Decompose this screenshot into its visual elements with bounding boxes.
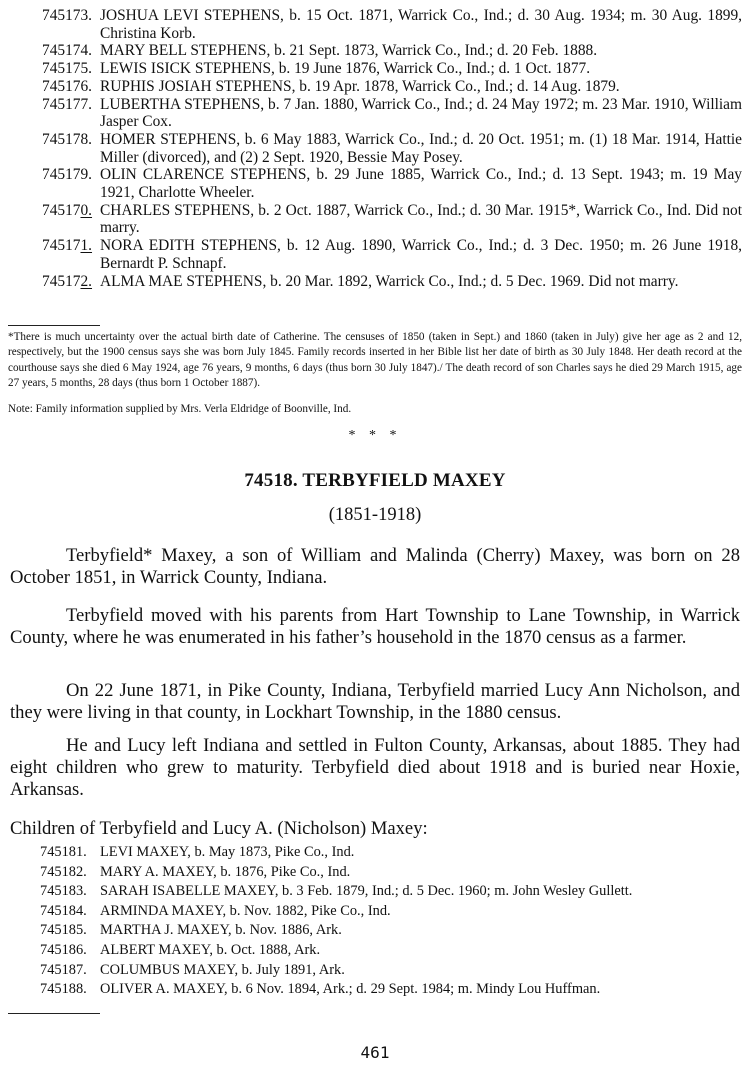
entry-number: 745185. [40,922,87,939]
entry-text: ALBERT MAXEY, b. Oct. 1888, Ark. [100,941,321,958]
entry-text: LEWIS ISICK STEPHENS, b. 19 June 1876, Warrick Co., Ind.; d. 1 Oct. 1877. [100,60,591,78]
list-item [0,7,750,42]
entry-number: 745188. [40,981,87,998]
body-paragraph: On 22 June 1871, in Pike County, Indiana, Terbyfield married Lucy Ann Nicholson, and they were living in that county, in Lockhart Township, in the 1880 census. [10,680,740,724]
list-item [0,237,750,272]
entry-number: 745179. [42,166,93,184]
entry-text: JOSHUA LEVI STEPHENS, b. 15 Oct. 1871, Warrick Co., Ind.; d. 30 Aug. 1934; m. 30 Aug. 1899, Christina Korb. [100,7,742,42]
list-item [0,78,750,96]
body-paragraph: He and Lucy left Indiana and settled in Fulton County, Arkansas, about 1885. They had eight children who grew to maturity. Terbyfield died about 1918 and is buried near Hoxie, Arkansas. [10,735,740,801]
entry-text: COLUMBUS MAXEY, b. July 1891, Ark. [100,961,345,978]
footnote-divider [8,1013,100,1014]
children-heading: Children of Terbyfield and Lucy A. (Nicholson) Maxey: [10,818,428,839]
list-item [0,96,750,131]
list-item [0,941,750,961]
entry-text: SARAH ISABELLE MAXEY, b. 3 Feb. 1879, Ind.; d. 5 Dec. 1960; m. John Wesley Gullett. [100,883,633,900]
list-item [0,961,750,981]
entry-number: 745181. [40,844,87,860]
entry-number: 745186. [40,941,87,958]
maxey-children-list [0,843,750,1000]
entry-text: ARMINDA MAXEY, b. Nov. 1882, Pike Co., Ind. [100,902,391,919]
entry-number: 745184. [40,902,87,919]
entry-number: 745175. [42,60,93,78]
list-item [0,902,750,922]
list-item [0,131,750,166]
footnote: *There is much uncertainty over the actual birth date of Catherine. The censuses of 1850 (taken in Sept.) and 1860 (taken in July) give her age as 2 and 12, respectively, but the 1900 census says she was born July 1845. Family records inserted in her Bible list her date of birth as 30 July 1848. Her death record at the courthouse says she died 6 May 1924, age 76 years, 9 months, 6 days (thus born 30 July 1847)./ The death record of son Charles says he died 29 March 1915, age 27 years, 5 months, 28 days (thus born 1 October 1887). [8,331,742,390]
list-item [0,273,750,291]
entry-text: OLIVER A. MAXEY, b. 6 Nov. 1894, Ark.; d. 29 Sept. 1984; m. Mindy Lou Huffman. [100,981,601,998]
section-separator: * * * [348,428,402,443]
entry-text: MARY BELL STEPHENS, b. 21 Sept. 1873, Warrick Co., Ind.; d. 20 Feb. 1888. [100,42,598,60]
source-note: Note: Family information supplied by Mrs. Verla Eldridge of Boonville, Ind. [8,403,352,415]
entry-text: MARTHA J. MAXEY, b. Nov. 1886, Ark. [100,922,342,939]
entry-number: 745170. [42,201,93,219]
footnote-divider [8,325,100,326]
entry-number: 745176. [42,77,93,95]
stephens-children-list [0,7,750,290]
entry-text: NORA EDITH STEPHENS, b. 12 Aug. 1890, Warrick Co., Ind.; d. 3 Dec. 1950; m. 26 June 1918, Bernardt P. Schnapf. [100,237,742,272]
body-paragraph: Terbyfield moved with his parents from Hart Township to Lane Township, in Warrick County, where he was enumerated in his father’s household in the 1870 census as a farmer. [10,605,740,649]
entry-text: CHARLES STEPHENS, b. 2 Oct. 1887, Warrick Co., Ind.; d. 30 Mar. 1915*, Warrick Co., Ind. Did not marry. [100,201,742,237]
entry-number: 745182. [40,863,87,880]
list-item [0,202,750,237]
entry-number: 745173. [42,7,93,24]
section-heading: 74518. TERBYFIELD MAXEY [244,470,506,491]
entry-number: 745187. [40,961,87,978]
list-item [0,843,750,863]
body-paragraph: Terbyfield* Maxey, a son of William and Malinda (Cherry) Maxey, was born on 28 October 1851, in Warrick County, Indiana. [10,545,740,589]
entry-number: 745177. [42,95,93,113]
entry-text: LEVI MAXEY, b. May 1873, Pike Co., Ind. [100,844,355,860]
entry-number: 745172. [42,272,93,290]
list-item [0,882,750,902]
list-item [0,166,750,201]
list-item [0,42,750,60]
entry-text: OLIN CLARENCE STEPHENS, b. 29 June 1885, Warrick Co., Ind.; d. 13 Sept. 1943; m. 19 May 1921, Charlotte Wheeler. [100,166,742,202]
list-item [0,60,750,78]
entry-number: 745171. [42,237,93,255]
life-dates: (1851-1918) [328,505,422,525]
entry-text: RUPHIS JOSIAH STEPHENS, b. 19 Apr. 1878, Warrick Co., Ind.; d. 14 Aug. 1879. [100,77,620,95]
list-item [0,980,750,1000]
entry-number: 745174. [42,42,93,60]
page-number: 461 [360,1043,390,1062]
entry-text: ALMA MAE STEPHENS, b. 20 Mar. 1892, Warrick Co., Ind.; d. 5 Dec. 1969. Did not marry. [100,272,679,290]
entry-text: HOMER STEPHENS, b. 6 May 1883, Warrick Co., Ind.; d. 20 Oct. 1951; m. (1) 18 Mar. 1914, Hattie Miller (divorced), and (2) 2 Sept. 1920, Bessie May Posey. [100,130,742,166]
entry-number: 745178. [42,130,93,148]
list-item [0,863,750,883]
entry-number: 745183. [40,883,87,900]
entry-text: LUBERTHA STEPHENS, b. 7 Jan. 1880, Warrick Co., Ind.; d. 24 May 1972; m. 23 Mar. 1910, William Jasper Cox. [100,95,742,131]
list-item [0,921,750,941]
entry-text: MARY A. MAXEY, b. 1876, Pike Co., Ind. [100,863,351,880]
